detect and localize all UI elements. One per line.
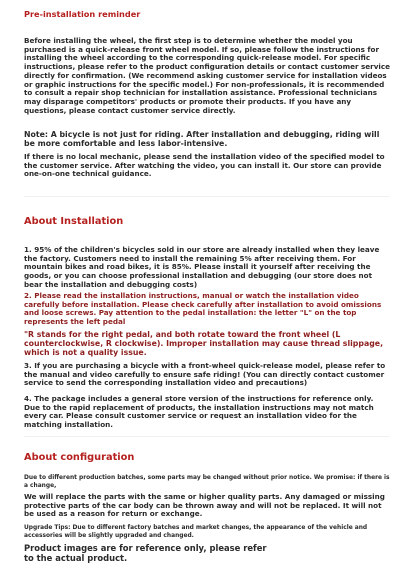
replacement-parts-note: We will replace the parts with the same or higher quality parts. Any damaged or missing protective parts of the car body can be thrown away and will not be replaced. It will not be used as a reason for return or exchange. bbox=[24, 492, 385, 519]
pedal-direction-note: "R stands for the right pedal, and both rotate toward the front wheel (L counterclockwise, R clockwise). Improper installation may cause thread slippage, which is not a quality issue. bbox=[24, 330, 384, 358]
installation-item-2: 2. Please read the installation instructions, manual or watch the installation video carefully before installation. Please check carefully after installation to avoid omissions and loose screws. Pay attention to the pedal installation: the letter "L" on the top represents the left pedal bbox=[24, 291, 382, 327]
upgrade-tips-note: Upgrade Tips: Due to different factory batches and market changes, the appearance of the vehicle and accessories will be slightly upgraded and changed. bbox=[24, 525, 368, 539]
installation-item-3: 3. If you are purchasing a bicycle with a front-wheel quick-release model, please refer to the manual and video carefully to ensure safe riding! (You can directly contact customer service to send the corresponding installation video and precautions) bbox=[24, 361, 386, 388]
section-divider bbox=[24, 196, 390, 197]
bicycle-riding-note: Note: A bicycle is not just for riding. After installation and debugging, riding will be more comfortable and less labor-intensive. bbox=[24, 130, 380, 149]
installation-item-1: 1. 95% of the children's bicycles sold in our store are already installed when they leave the factory. Customers need to install the remaining 5% after receiving them. For mountain bikes and road bikes, it is 85%. Please install it yourself after receiving the goods, or you can choose professional installation and debugging (our store does not bear the installation and debugging costs) bbox=[24, 245, 380, 289]
no-mechanic-note: If there is no local mechanic, please send the installation video of the specified model to the customer service. After watching the video, you can install it. Our store can provide one-on-one technical guidance. bbox=[24, 152, 385, 179]
product-images-note: Product images are for reference only, please refer to the actual product. bbox=[24, 543, 267, 563]
pre-installation-intro: Before installing the wheel, the first step is to determine whether the model you purchased is a quick-release front wheel model. If so, please follow the instructions for installing the wheel according to the corresponding quick-release model. For specific instructions, please refer to the product configuration details or contact customer service directly for confirmation. (We recommend asking customer service for installation videos or graphic instructions for the specific model.) For non-professionals, it is recommended to consult a repair shop technician for installation assistance. Professional technicians may disparage competitors' products or promote their products. If you have any questions, please contact customer service directly. bbox=[24, 36, 391, 115]
pre-installation-title: Pre-installation reminder bbox=[24, 9, 141, 19]
installation-item-4: 4. The package includes a general store version of the instructions for reference only. Due to the rapid replacement of products, the installation instructions may not match every car. Please consult customer service or request an installation video for the matching installation. bbox=[24, 394, 374, 430]
production-batches-note: Due to different production batches, some parts may be changed without prior notice. We promise: if there is a change, bbox=[24, 475, 390, 489]
about-configuration-title: About configuration bbox=[24, 452, 135, 463]
about-installation-title: About Installation bbox=[24, 216, 124, 227]
section-divider bbox=[24, 436, 390, 437]
